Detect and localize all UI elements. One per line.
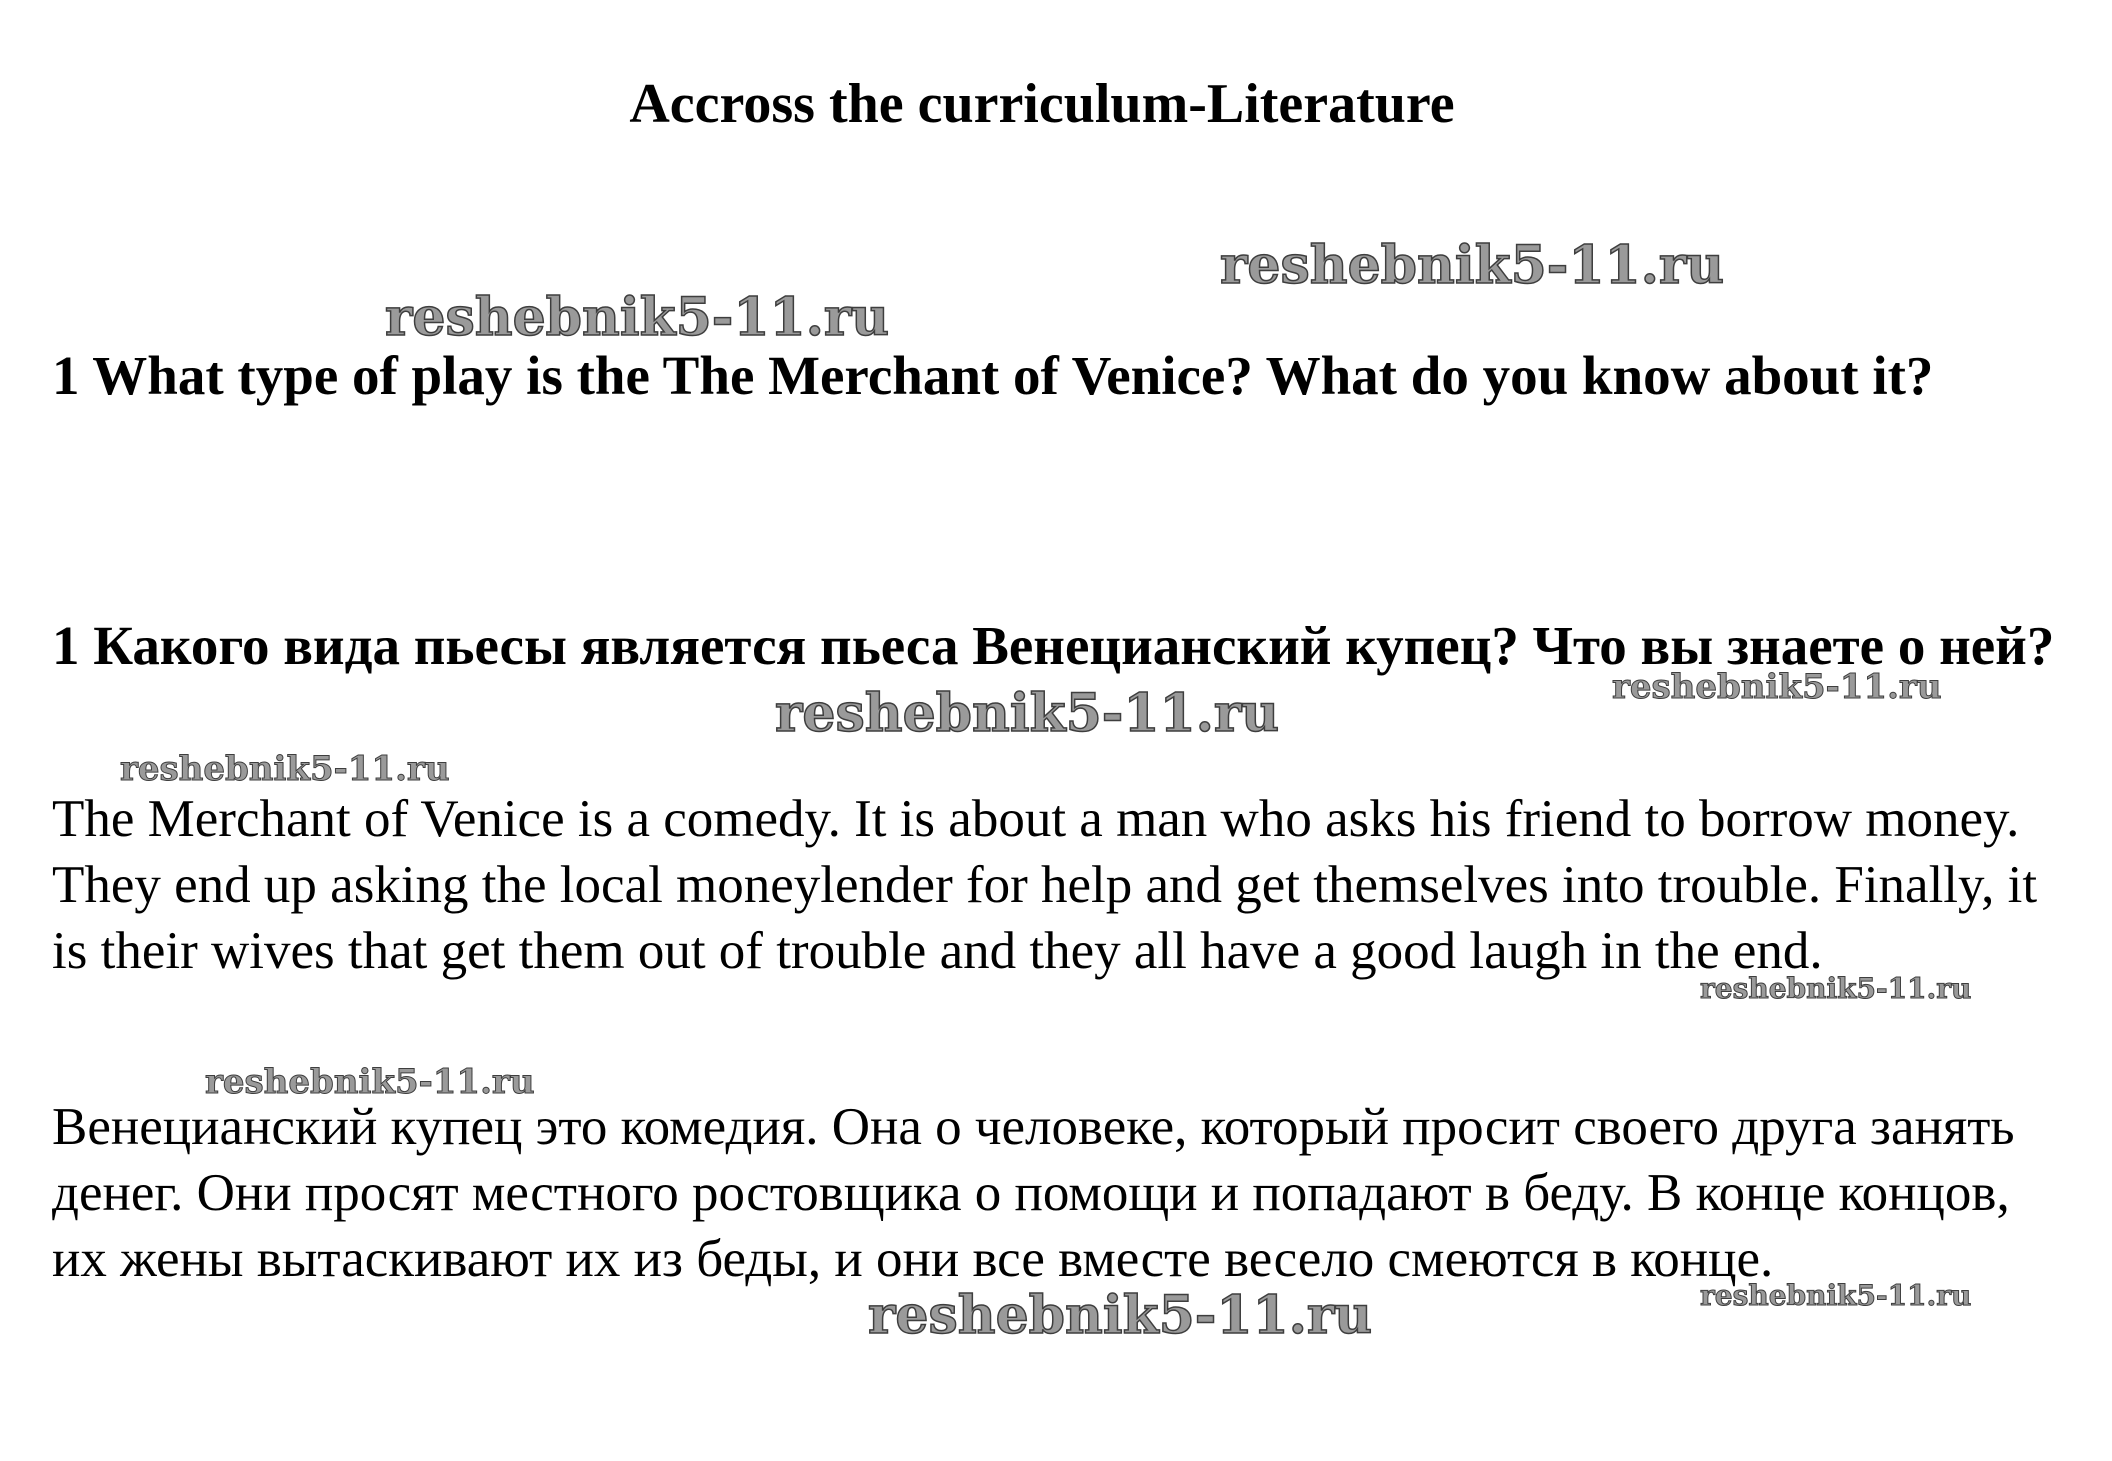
page-title: Accross the curriculum-Literature [629,73,1455,135]
watermark: reshebnik5-11.ru [385,287,890,348]
watermark: reshebnik5-11.ru [1220,235,1725,296]
watermark: reshebnik5-11.ru [868,1285,1373,1346]
watermark: reshebnik5-11.ru [205,1062,535,1102]
watermark: reshebnik5-11.ru [775,683,1280,744]
question-english: 1 What type of play is the The Merchant of Venice? What do you know about it? [52,345,1934,406]
watermark: reshebnik5-11.ru [120,749,450,789]
question-russian: 1 Какого вида пьесы является пьеса Венецианский купец? Что вы знаете о ней? [52,615,2055,676]
watermark: reshebnik5-11.ru [1700,1279,1972,1312]
answer-russian: Венецианский купец это комедия. Она о человеке, который просит своего друга занять денег. Они просят местного ростовщика о помощи и попадают в беду. В конце концов, их жены вытаскивают их из беды, и они все вместе весело смеются в конце. [52,1098,2015,1288]
watermark: reshebnik5-11.ru [1700,972,1972,1005]
watermark: reshebnik5-11.ru [1612,667,1942,707]
answer-english: The Merchant of Venice is a comedy. It is about a man who asks his friend to borrow money. They end up asking the local moneylender for help and get themselves into trouble. Finally, it is their wives that get them out of trouble and they all have a good laugh in the end. [52,790,2038,980]
